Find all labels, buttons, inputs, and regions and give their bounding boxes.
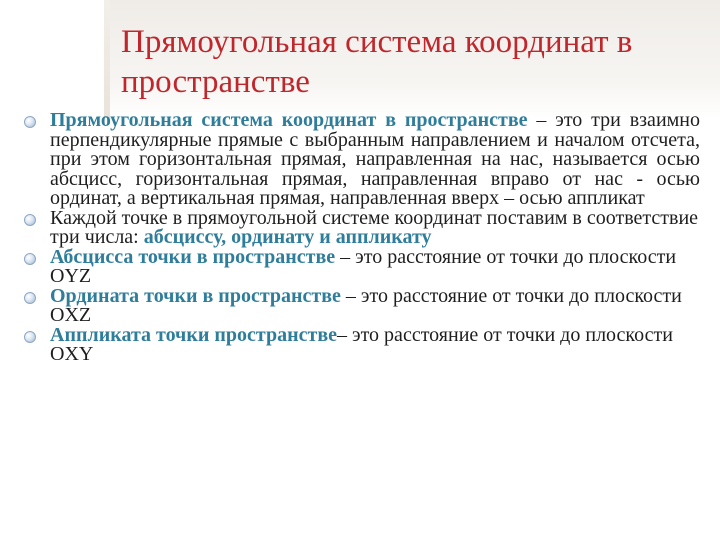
bullet-text-after: – это три взаимно перпендикулярные прямые с выбранным направлением и началом отсчета, при этом горизонтальная прямая, направленная на нас, называется осью абсцисс, горизонтальная прямая, направленная вправо от нас - осью ординат, а вертикальная прямая, направленная вверх – осью аппликат — [50, 109, 700, 209]
bullet-item-definition — [0, 111, 700, 209]
bullet-list — [0, 111, 700, 365]
round-bullet-icon — [24, 214, 36, 226]
bullet-highlight: абсциссу, ординату и аппликату — [143, 226, 432, 248]
bullet-highlight: Прямоугольная система координат в пространстве — [50, 109, 528, 131]
bullet-highlight: Абсцисса точки в пространстве — [50, 245, 336, 268]
bullet-text-after: – это расстояние от точки до плоскости OYZ — [50, 245, 677, 287]
bullet-item-applicate — [0, 323, 700, 365]
round-bullet-icon — [24, 331, 36, 343]
bullet-text-after: – это расстояние от точки до плоскости OXY — [50, 323, 673, 365]
bullet-highlight: Аппликата точки пространстве — [50, 323, 337, 346]
bullet-text-after: – это расстояние от точки до плоскости OXZ — [50, 284, 682, 326]
round-bullet-icon — [24, 253, 36, 265]
round-bullet-icon — [24, 292, 36, 304]
bullet-item-abscissa — [0, 245, 700, 287]
title-accent-bar — [104, 0, 110, 118]
bullet-highlight: Ордината точки в пространстве — [50, 284, 341, 307]
slide-title: Прямоугольная система координат в пространстве — [121, 24, 633, 100]
bullet-item-ordinate — [0, 284, 700, 326]
round-bullet-icon — [24, 116, 36, 128]
bullet-item-correspondence — [0, 206, 700, 248]
bullet-text-before: Каждой точке в прямоугольной системе координат поставим в соответствие три числа: — [50, 206, 699, 248]
